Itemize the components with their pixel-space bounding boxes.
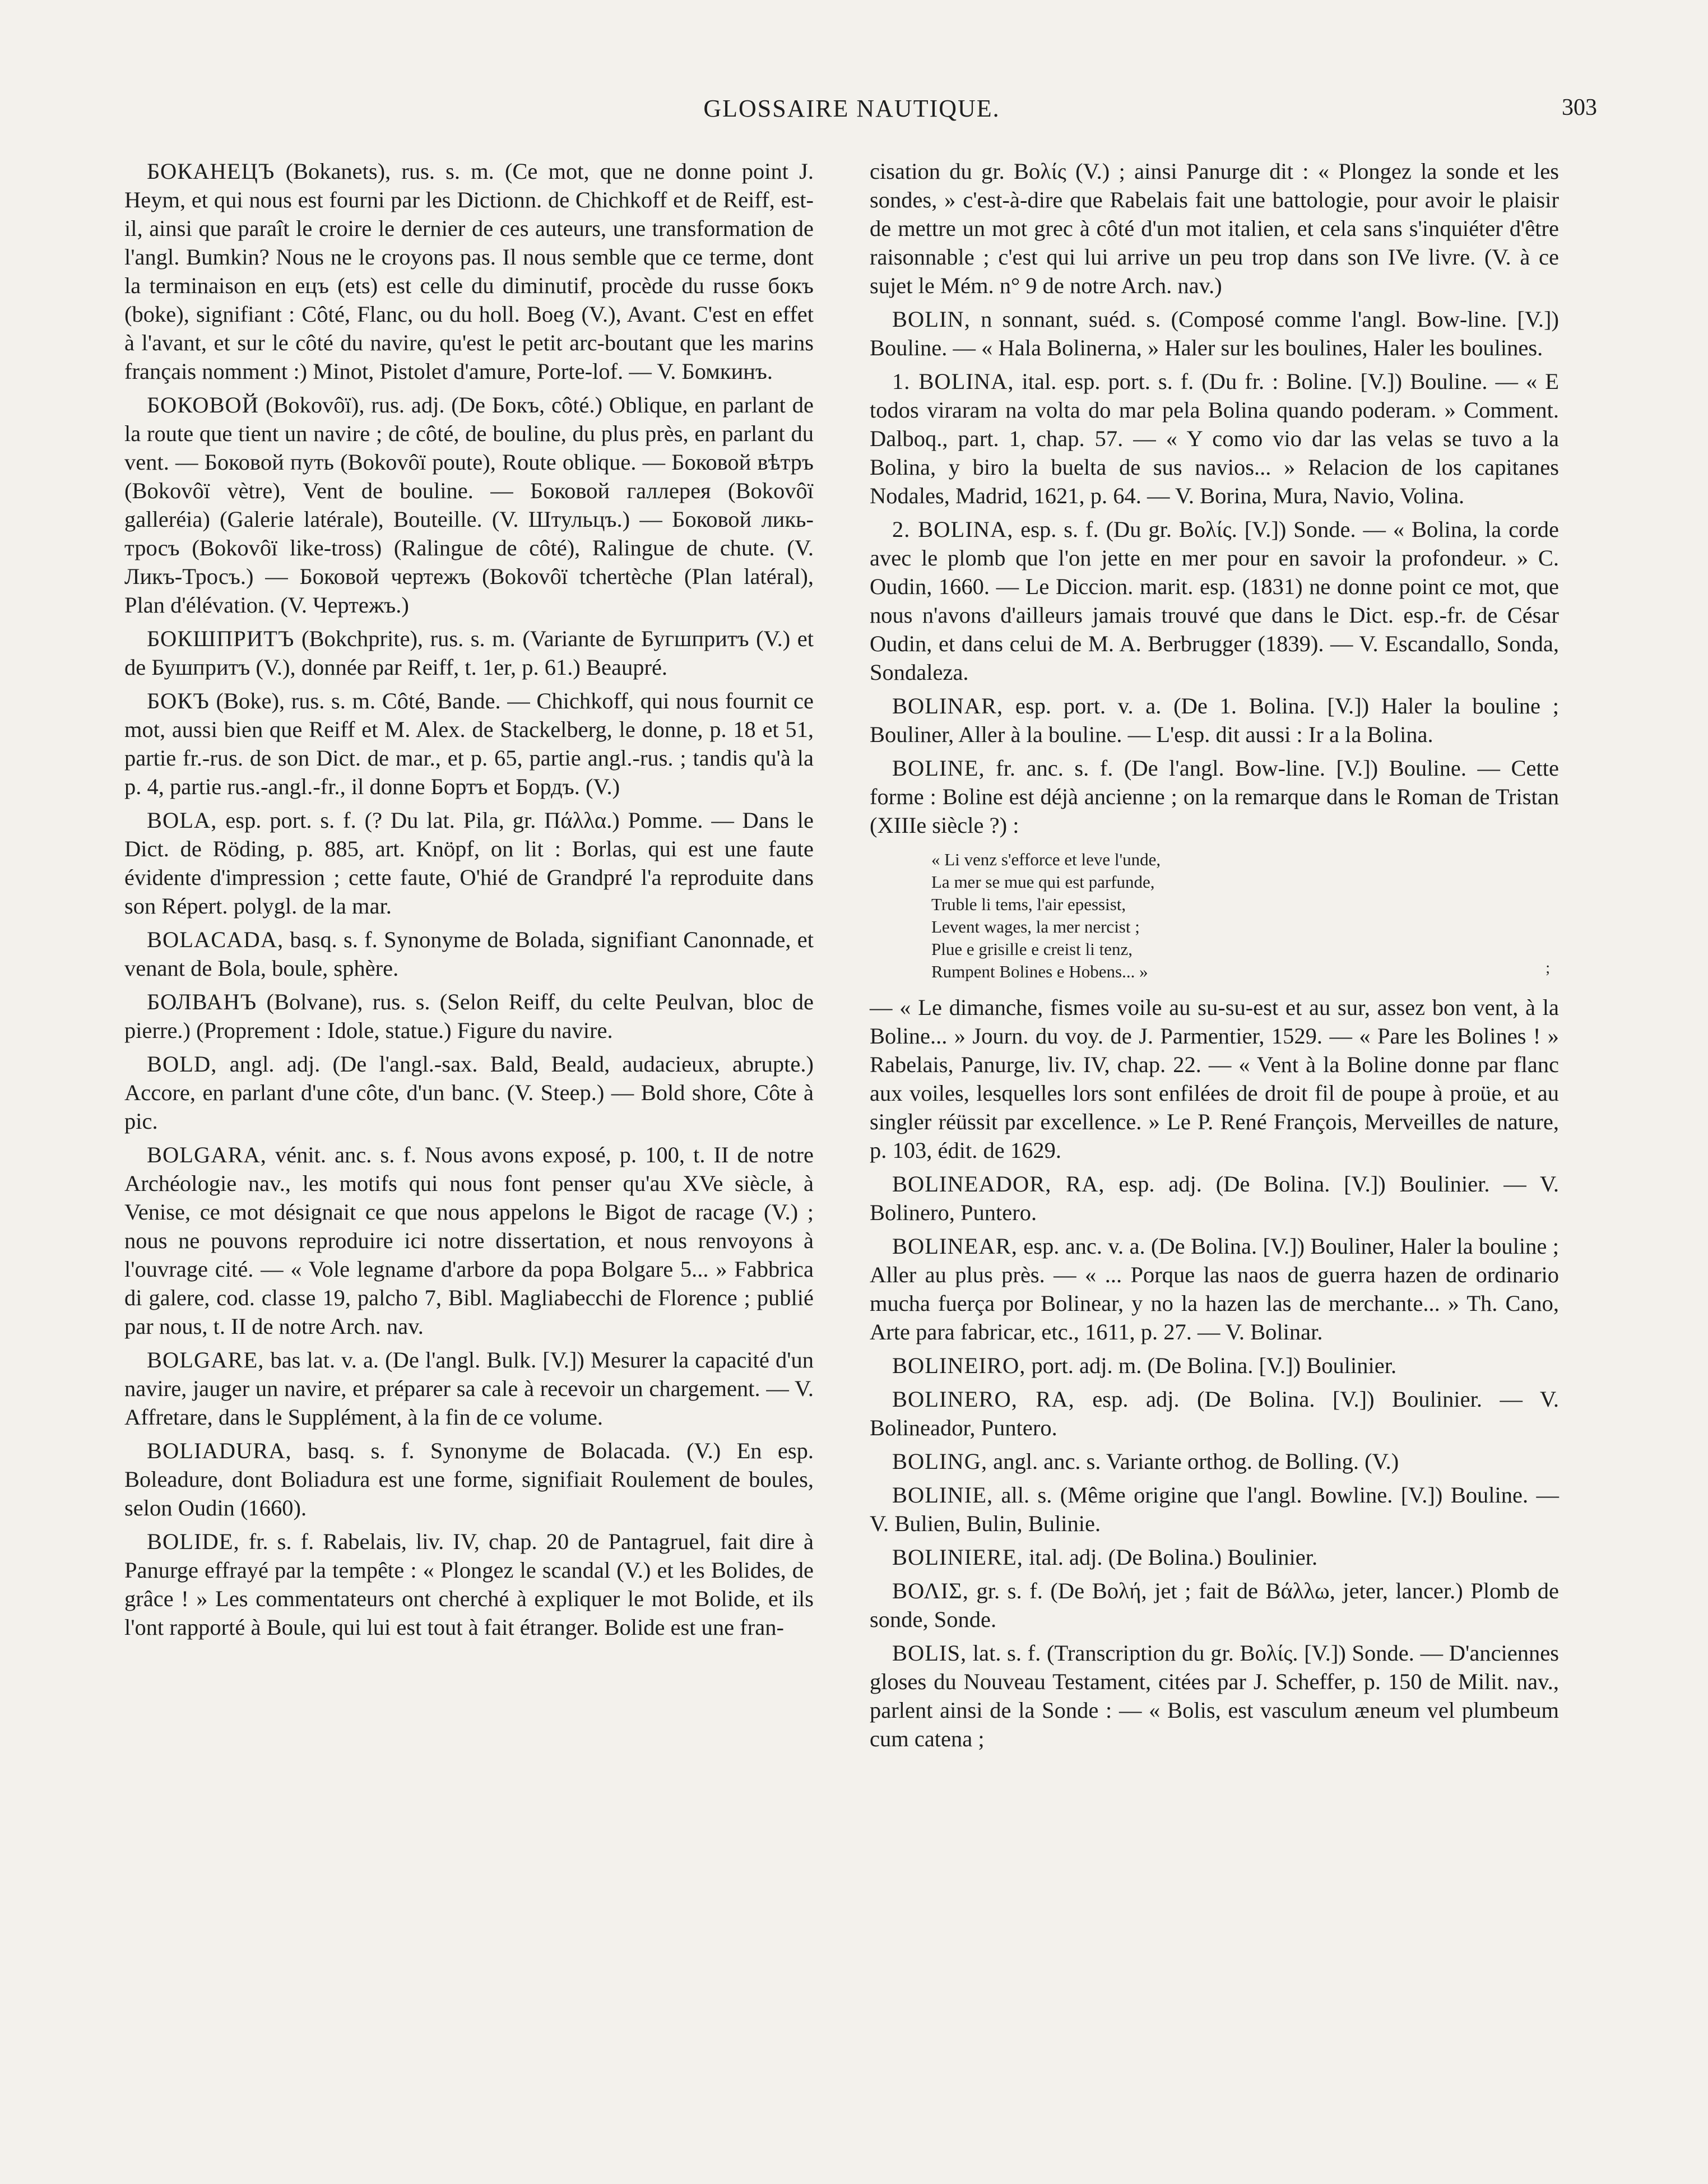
entry-headword: BOLINIERE, bbox=[892, 1545, 1023, 1570]
entry-headword: БОКЪ bbox=[147, 688, 210, 713]
entry-bolinar bbox=[870, 692, 1559, 749]
entry-text: esp. s. f. (Du gr. Βολίς. [V.]) Sonde. — « Bolina, la corde avec le plomb que l'on jette en mer pour en savoir la profondeur. » C. Oudin, 1660. — Le Diccion. marit. esp. (1831) ne donne point ce mot, que nous n'avons d'ailleurs jamais trouvé que dans le Dict. esp.-fr. de César Oudin, et dans celui de M. A. Berbrugger (1839). — V. Escandallo, Sonda, Sondaleza. bbox=[870, 517, 1560, 685]
entry-bolinear bbox=[870, 1232, 1559, 1346]
entry-text: esp. port. s. f. (? Du lat. Pila, gr. Πάλλα.) Pomme. — Dans le Dict. de Röding, p. 885, art. Knöpf, on lit : Borlas, qui est une faute évidente d'impression ; cette faute, O'hié de Grandpré l'a reproduite dans son Répert. polygl. de la mar. bbox=[124, 808, 814, 919]
entry-bolgara bbox=[124, 1140, 814, 1341]
entry-text: esp. adj. (De Bolina. [V.]) Boulinier. — V. Bolinero, Puntero. bbox=[870, 1171, 1559, 1225]
entry-bolinie bbox=[870, 1481, 1559, 1538]
entry-bokanets bbox=[124, 157, 814, 386]
entry-boline bbox=[870, 754, 1559, 840]
entry-bolacada bbox=[124, 925, 814, 982]
entry-headword: BOLINAR, bbox=[892, 693, 1004, 718]
right-column bbox=[870, 157, 1559, 1758]
entry-text: esp. adj. (De Bolina. [V.]) Boulinier. — V. Bolineador, Puntero. bbox=[870, 1387, 1560, 1440]
entry-text: (Bolvane), rus. s. (Selon Reiff, du celte Peulvan, bloc de pierre.) (Proprement : Idole, statue.) Figure du navire. bbox=[124, 989, 814, 1043]
entry-headword: 2. BOLINA, bbox=[892, 517, 1014, 542]
entry-headword: BOLINEIRO, bbox=[892, 1353, 1026, 1378]
entry-bolinero bbox=[870, 1385, 1559, 1442]
entry-text: (Bokanets), rus. s. m. (Ce mot, que ne donne point J. Heym, et qui nous est fourni par les Dictionn. de Chichkoff et de Reiff, est-il, ainsi que paraît le croire le dernier de ces auteurs, une transformation de l'angl. Bumkin? Nous ne le croyons pas. Il nous semble que ce terme, dont la terminaison en ецъ (ets) est celle du diminutif, procède du russe бокъ (boke), signifiant : Côté, Flanc, ou du holl. Boeg (V.), Avant. C'est en effet à l'avant, et sur le côté du navire, qu'est le petit arc-boutant que les marins français nomment :) Minot, Pistolet d'amure, Porte-lof. — V. Бомкинъ. bbox=[124, 159, 814, 384]
entry-boke bbox=[124, 687, 814, 801]
entry-bolineador bbox=[870, 1170, 1559, 1227]
left-column bbox=[124, 157, 814, 1647]
page-number: 303 bbox=[1562, 95, 1597, 120]
entry-bolis-greek bbox=[870, 1576, 1559, 1634]
entry-text: basq. s. f. Synonyme de Bolacada. (V.) En esp. Boleadure, dont Boliadura est une forme, signifiait Roulement de boules, selon Oudin (1660). bbox=[124, 1438, 814, 1520]
entry-headword: BOLIS, bbox=[892, 1640, 967, 1666]
entry-bolineiro bbox=[870, 1351, 1559, 1380]
entry-headword: BOLIDE, bbox=[147, 1529, 240, 1554]
entry-headword: BOLINEADOR, RA, bbox=[892, 1171, 1105, 1197]
entry-boling bbox=[870, 1447, 1559, 1476]
verse-line: « Li venz s'efforce et leve l'unde, bbox=[931, 850, 1161, 869]
entry-bolide bbox=[124, 1527, 814, 1642]
entry-bolina-2 bbox=[870, 515, 1559, 687]
entry-headword: BOLA, bbox=[147, 808, 217, 833]
entry-headword: БОКШПРИТЪ bbox=[147, 626, 295, 651]
verse-line: Levent wages, la mer nercist ; bbox=[931, 917, 1140, 936]
entry-bolide-continued bbox=[870, 157, 1559, 300]
entry-bokovoi bbox=[124, 391, 814, 619]
margin-mark: ; bbox=[1545, 959, 1550, 977]
entry-boliniere bbox=[870, 1543, 1559, 1571]
entry-text: gr. s. f. (De Βολή, jet ; fait de Βάλλω, jeter, lancer.) Plomb de sonde, Sonde. bbox=[870, 1578, 1559, 1632]
entry-bolin bbox=[870, 305, 1559, 362]
entry-bold bbox=[124, 1050, 814, 1135]
entry-text: (Bokchprite), rus. s. m. (Variante de Бугшпритъ (V.) et de Бушпритъ (V.), donnée par Reiff, t. 1er, p. 61.) Beaupré. bbox=[124, 626, 814, 680]
entry-text: all. s. (Même origine que l'angl. Bowline. [V.]) Bouline. — V. Bulien, Bulin, Bulinie. bbox=[870, 1482, 1559, 1536]
entry-text: n sonnant, suéd. s. (Composé comme l'angl. Bow-line. [V.]) Bouline. — « Hala Bolinerna, » Haler sur les boulines, Haler les boulines. bbox=[870, 307, 1559, 360]
entry-text: cisation du gr. Βολίς (V.) ; ainsi Panurge dit : « Plongez la sonde et les sondes, » c'est-à-dire que Rabelais fait une battologie, pour avoir le plaisir de mettre un mot grec à côté d'un mot italien, et cela sans s'inquiéter d'être raisonnable ; c'est qui lui arrive un peu trop dans son IVe livre. (V. à ce sujet le Mém. n° 9 de notre Arch. nav.) bbox=[870, 159, 1559, 298]
entry-text: angl. anc. s. Variante orthog. de Bolling. (V.) bbox=[993, 1449, 1399, 1474]
entry-headword: BOLIADURA, bbox=[147, 1438, 292, 1463]
entry-text: (Boke), rus. s. m. Côté, Bande. — Chichkoff, qui nous fournit ce mot, aussi bien que Reiff et M. Alex. de Stackelberg, le donne, p. 18 et 51, partie fr.-rus. de son Dict. de mar., et p. 65, partie angl.-rus. ; tandis qu'à la p. 4, partie rus.-angl.-fr., il donne Бортъ et Бордъ. (V.) bbox=[124, 688, 814, 799]
entry-text: angl. adj. (De l'angl.-sax. Bald, Beald, audacieux, abrupte.) Accore, en parlant d'une côte, d'un banc. (V. Steep.) — Bold shore, Côte à pic. bbox=[124, 1051, 814, 1134]
entry-text: fr. s. f. Rabelais, liv. IV, chap. 20 de Pantagruel, fait dire à Panurge effrayé par la tempête : « Plongez le scandal (V.) et les Bolides, de grâce ! » Les commentateurs ont cherché à expliquer le mot Bolide, et ils l'ont rapporté à Boule, qui lui est tout à fait étranger. Bolide est une fran- bbox=[124, 1529, 814, 1640]
entry-headword: BOLINE, bbox=[892, 755, 985, 781]
entry-text: ital. adj. (De Bolina.) Boulinier. bbox=[1028, 1545, 1318, 1570]
entry-headword: BOLGARE, bbox=[147, 1347, 264, 1372]
entry-headword: BOLINEAR, bbox=[892, 1234, 1018, 1259]
entry-headword: 1. BOLINA, bbox=[892, 369, 1014, 394]
entry-bokchprite bbox=[124, 624, 814, 681]
entry-headword: BOLINIE, bbox=[892, 1482, 994, 1508]
entry-text: (Bokovôï), rus. adj. (De Бокъ, côté.) Oblique, en parlant de la route que tient un navire ; de côté, de bouline, du plus près, en parlant du vent. — Боковой путь (Bokovôï poute), Route oblique. — Боковой вѣтръ (Bokovôï vètre), Vent de bouline. — Боковой галлерея (Bokovôï galleréia) (Galerie latérale), Bouteille. (V. Штульцъ.) — Боковой ликь-тросъ (Bokovôï like-tross) (Ralingue de côté), Ralingue de chute. (V. Ликъ-Тросъ.) — Боковой чертежъ (Bokovôï tchertèche (Plan latéral), Plan d'élévation. (V. Чертежъ.) bbox=[124, 392, 814, 618]
entry-headword: БОЛВАНЪ bbox=[147, 989, 257, 1014]
verse-line: Plue e grisille e creist li tenz, bbox=[931, 939, 1133, 959]
entry-boliadura bbox=[124, 1436, 814, 1522]
entry-text: esp. port. v. a. (De 1. Bolina. [V.]) Haler la bouline ; Bouliner, Aller à la bouline. — L'esp. dit aussi : Ir a la Bolina. bbox=[870, 693, 1560, 747]
entry-text: — « Le dimanche, fismes voile au su-su-est et au sur, assez bon vent, à la Boline... » Journ. du voy. de J. Parmentier, 1529. — « Pare les Bolines ! » Rabelais, Panurge, liv. IV, chap. 22. — « Vent à la Boline donne par flanc aux voiles, lesquelles lors sont enfilées de droit fil de poupe à proüe, et au singler réüssit par excellence. » Le P. René François, Merveilles de nature, p. 103, édit. de 1629. bbox=[870, 995, 1559, 1163]
entry-headword: BOLIN, bbox=[892, 307, 971, 332]
entry-text: basq. s. f. Synonyme de Bolada, signifiant Canonnade, et venant de Bola, boule, sphère. bbox=[124, 927, 814, 981]
entry-text: bas lat. v. a. (De l'angl. Bulk. [V.]) Mesurer la capacité d'un navire, jauger un navire, et préparer sa cale à recevoir un chargement. — V. Affretare, dans le Supplément, à la fin de ce volume. bbox=[124, 1347, 814, 1430]
verse-line: La mer se mue qui est parfunde, bbox=[931, 872, 1155, 892]
entry-headword: BOLGARA, bbox=[147, 1142, 267, 1167]
entry-headword: BOLING, bbox=[892, 1449, 988, 1474]
entry-bolgare bbox=[124, 1346, 814, 1431]
entry-text: lat. s. f. (Transcription du gr. Βολίς. [V.]) Sonde. — D'anciennes gloses du Nouveau Testament, citées par J. Scheffer, p. 150 de Milit. nav., parlent ainsi de la Sonde : — « Bolis, est vasculum æneum vel plumbeum cum catena ; bbox=[870, 1640, 1559, 1751]
entry-text: fr. anc. s. f. (De l'angl. Bow-line. [V.]) Bouline. — Cette forme : Boline est déjà ancienne ; on la remarque dans le Roman de Tristan (XIIIe siècle ?) : bbox=[870, 755, 1560, 838]
entry-headword: ΒΟΛΙΣ, bbox=[892, 1578, 969, 1603]
entry-bola bbox=[124, 806, 814, 920]
running-title: GLOSSAIRE NAUTIQUE. bbox=[703, 95, 1000, 122]
entry-bolis-latin bbox=[870, 1639, 1559, 1753]
verse-quote bbox=[931, 848, 1559, 983]
verse-line: Rumpent Bolines e Hobens... » bbox=[931, 962, 1148, 981]
verse-line: Truble li tems, l'air epessist, bbox=[931, 894, 1126, 914]
entry-boline-continued bbox=[870, 993, 1559, 1165]
entry-bolvane bbox=[124, 987, 814, 1045]
entry-headword: BOLACADA, bbox=[147, 927, 284, 952]
entry-headword: БОКАНЕЦЪ bbox=[147, 159, 275, 184]
entry-headword: БОКОВОЙ bbox=[147, 392, 259, 418]
entry-headword: BOLINERO, RA, bbox=[892, 1387, 1075, 1412]
entry-headword: BOLD, bbox=[147, 1051, 217, 1077]
entry-text: vénit. anc. s. f. Nous avons exposé, p. 100, t. II de notre Archéologie nav., les motifs qui nous font penser qu'au XVe siècle, à Venise, ce mot désignait ce que nous appelons le Bigot de racage (V.) ; nous ne pouvons reproduire ici notre dissertation, et nous renvoyons à l'ouvrage cité. — « Vole legname d'arbore da popa Bolgare 5... » Fabbrica di galere, cod. classe 19, palcho 7, Bibl. Magliabecchi de Florence ; publié par nous, t. II de notre Arch. nav. bbox=[124, 1142, 814, 1339]
entry-text: esp. anc. v. a. (De Bolina. [V.]) Bouliner, Haler la bouline ; Aller au plus près. — « ... Porque las naos de guerra hazen de ordinario mucha fuerça por Bolinear, y no la hazen las de merchante... » Th. Cano, Arte para fabricar, etc., 1611, p. 27. — V. Bolinar. bbox=[870, 1234, 1560, 1344]
entry-text: ital. esp. port. s. f. (Du fr. : Boline. [V.]) Bouline. — « E todos viraram na volta do mar pela Bolina quando poderam. » Comment. Dalboq., part. 1, chap. 57. — « Y como vio dar las velas se tuvo a la Bolina, y biro la buelta de sus navios... » Relacion de los capitanes Nodales, Madrid, 1621, p. 64. — V. Borina, Mura, Navio, Volina. bbox=[870, 369, 1559, 508]
entry-bolina-1 bbox=[870, 367, 1559, 510]
entry-text: port. adj. m. (De Bolina. [V.]) Boulinier. bbox=[1031, 1353, 1397, 1378]
